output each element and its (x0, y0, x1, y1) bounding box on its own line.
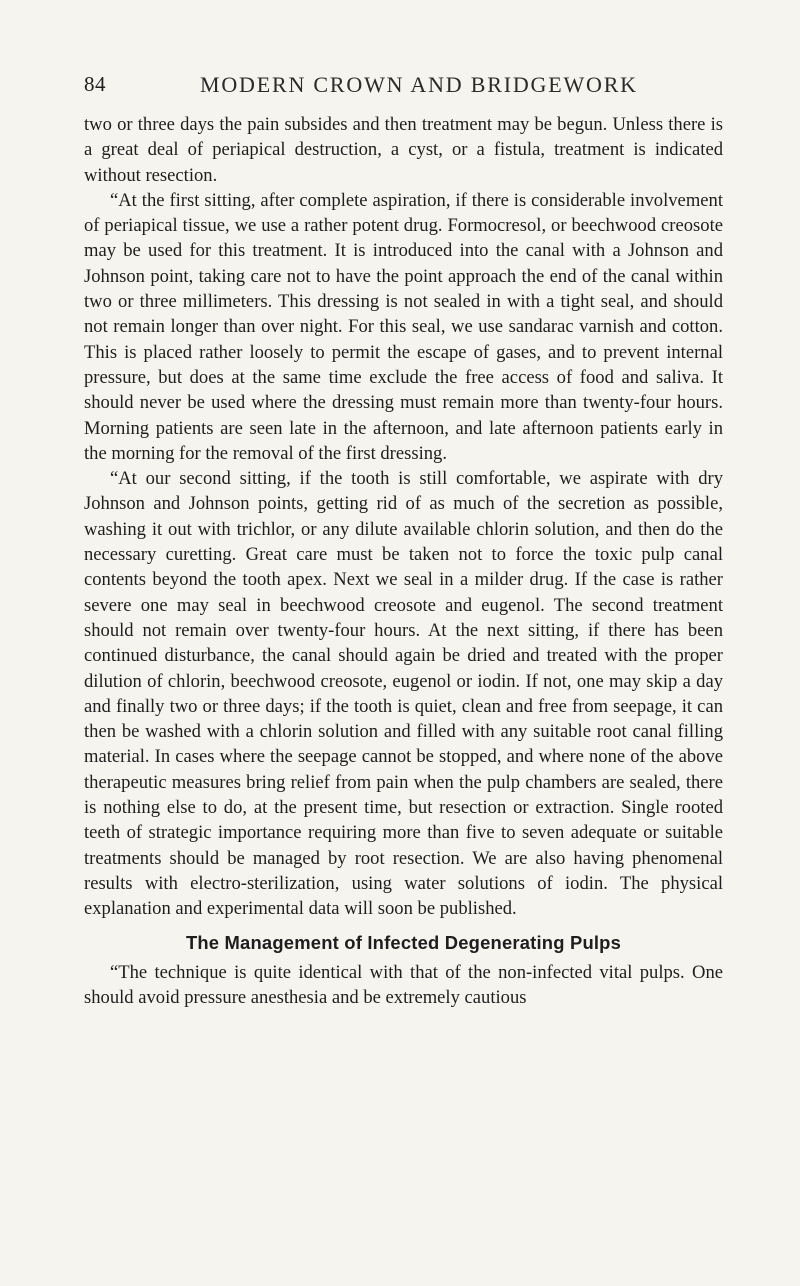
page-header (84, 66, 724, 106)
body-text (84, 112, 723, 1010)
page-number: 84 (84, 72, 106, 96)
paragraph-second-sitting: “At our second sitting, if the tooth is still comfortable, we aspirate with dry Johnson and Johnson points, getting rid of as much of the secretion as possible, washing it out with trichlor, or any dilute available chlorin solution, and then do the necessary curetting. Great care must be taken not to force the toxic pulp canal contents beyond the tooth apex. Next we seal in a milder drug. If the case is rather severe one may seal in beechwood creosote and eugenol. The second treatment should not remain over twenty-four hours. At the next sitting, if there has been continued disturbance, the canal should again be dried and treated with the proper dilution of chlorin, beechwood creosote, eugenol or iodin. If not, one may skip a day and finally two or three days; if the tooth is quiet, clean and free from seepage, it can then be washed with a chlorin solution and filled with any suitable root canal filling material. In cases where the seepage cannot be stopped, and where none of the above therapeutic measures bring relief from pain when the pulp chambers are sealed, there is nothing else to do, at the present time, but resection or extraction. Single rooted teeth of strategic importance requiring more than five to seven adequate or suitable treatments should be managed by root resection. We are also having phenomenal results with electro-sterilization, using water solutions of iodin. The physical explanation and experimental data will soon be published. (84, 468, 723, 920)
section-heading: The Management of Infected Degenerating Pulps (185, 931, 622, 953)
paragraph-first-sitting: “At the first sitting, after complete aspiration, if there is considerable involvement of periapical tissue, we use a rather potent drug. Formocresol, or beechwood creosote may be used for this treatment. It is introduced into the canal with a Johnson and Johnson point, taking care not to have the point approach the end of the canal within two or three millimeters. This dressing is not sealed in with a tight seal, and should not remain longer than over night. For this seal, we use sandarac varnish and cotton. This is placed rather loosely to permit the escape of gases, and to prevent internal pressure, but does at the same time exclude the free access of food and saliva. It should never be used where the dressing must remain more than twenty-four hours. Morning patients are seen late in the afternoon, and late afternoon patients early in the morning for the removal of the first dressing. (84, 189, 723, 464)
paragraph-continuation: two or three days the pain subsides and then treatment may be begun. Unless there is a great deal of periapical destruction, a cyst, or a fistula, treatment is indicated without resection. (84, 114, 723, 186)
running-head: MODERN CROWN AND BRIDGEWORK (200, 72, 638, 97)
paragraph-technique: “The technique is quite identical with that of the non-infected vital pulps. One should avoid pressure anesthesia and be extremely cautious (84, 961, 723, 1008)
